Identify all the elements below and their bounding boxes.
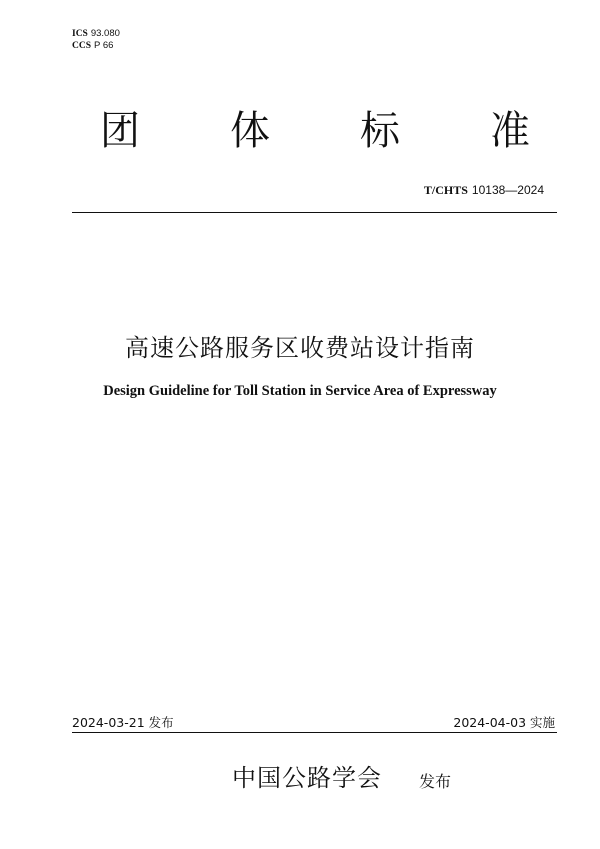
- standard-code: 10138—2024: [471, 183, 544, 197]
- category-char: 体: [230, 108, 270, 154]
- category-char: 标: [360, 108, 400, 154]
- ccs-value: P 66: [94, 40, 114, 51]
- implementation-date: 2024-04-03 实施: [453, 715, 555, 730]
- publish-label: 发布: [419, 772, 452, 791]
- chinese-title: 高速公路服务区收费站设计指南: [125, 334, 475, 362]
- category-char: 准: [490, 108, 530, 154]
- bottom-divider: [72, 732, 557, 733]
- ics-value: 93.080: [90, 28, 120, 39]
- category-char: 团: [100, 108, 140, 154]
- ccs-label: CCS: [72, 41, 92, 51]
- standard-category-title: [100, 106, 530, 156]
- standard-prefix: T/CHTS: [423, 183, 468, 197]
- issue-date: 2024-03-21 发布: [72, 715, 174, 730]
- classification-codes: [72, 28, 120, 52]
- publisher-name: 中国公路学会: [232, 764, 382, 792]
- standard-number: [424, 183, 544, 198]
- top-divider: [72, 212, 557, 213]
- ics-code: [72, 28, 120, 40]
- english-title: Design Guideline for Toll Station in Service Area of Expressway: [103, 383, 497, 399]
- ics-label: ICS: [72, 29, 88, 39]
- ccs-code: [72, 40, 120, 52]
